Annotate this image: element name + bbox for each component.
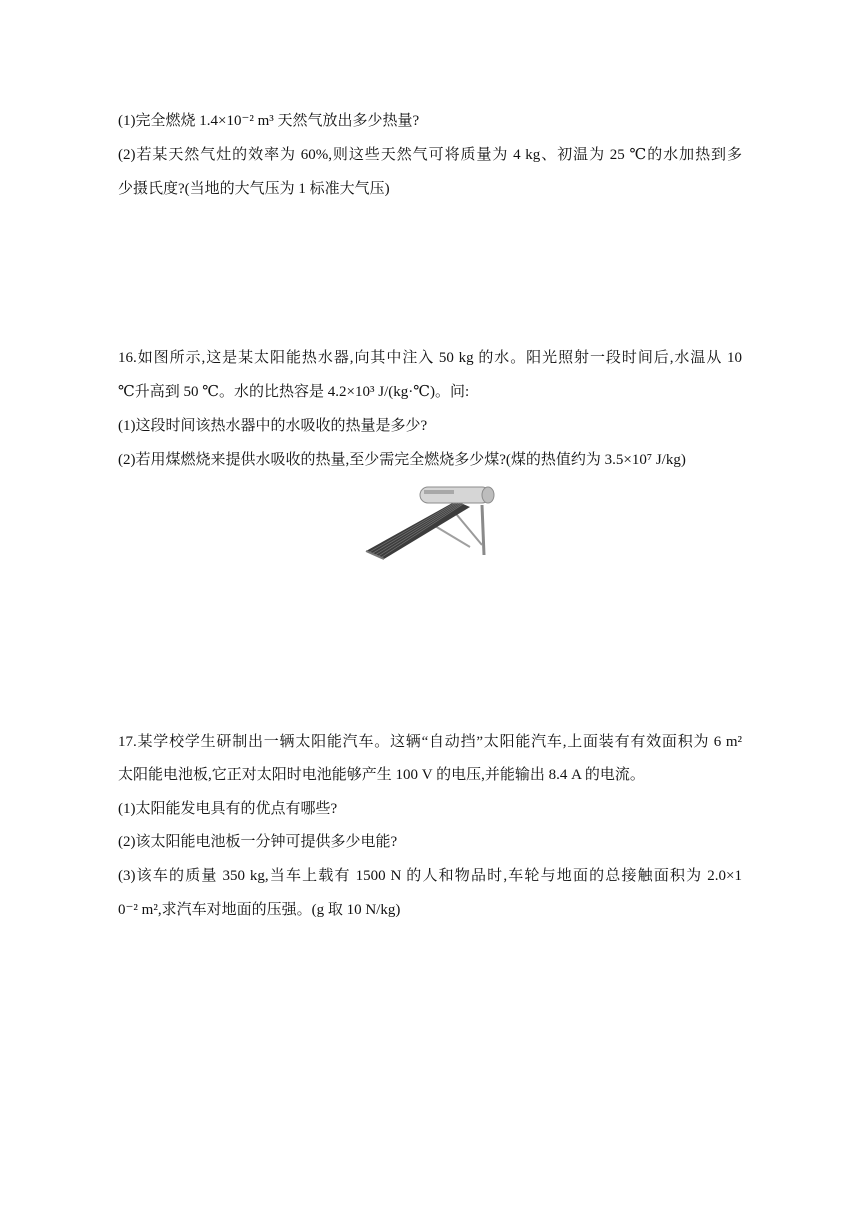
q17-stem-line2: 太阳能电池板,它正对太阳时电池能够产生 100 V 的电压,并能输出 8.4 A 的电流。 [118, 767, 645, 783]
q15-part1: (1)完全燃烧 1.4×10⁻² m³ 天然气放出多少热量? [118, 113, 420, 129]
q16-stem-line2: ℃升高到 50 ℃。水的比热容是 4.2×10³ J/(kg·℃)。问: [118, 384, 470, 400]
q17-part3-line1: (3)该车的质量 350 kg,当车上载有 1500 N 的人和物品时,车轮与地面的总接触面积为 2.0×1 [118, 868, 742, 884]
q16-part2: (2)若用煤燃烧来提供水吸收的热量,至少需完全燃烧多少煤?(煤的热值约为 3.5×10⁷ J/kg) [118, 452, 686, 468]
q16-stem-line1: 16.如图所示,这是某太阳能热水器,向其中注入 50 kg 的水。阳光照射一段时间后,水温从 10 [118, 350, 742, 366]
q16-part1: (1)这段时间该热水器中的水吸收的热量是多少? [118, 418, 428, 434]
solar-water-heater-figure [360, 483, 500, 563]
q15-part2-line2: 少摄氏度?(当地的大气压为 1 标准大气压) [118, 181, 390, 197]
q17-part1: (1)太阳能发电具有的优点有哪些? [118, 801, 338, 817]
q17-part2: (2)该太阳能电池板一分钟可提供多少电能? [118, 834, 398, 850]
q17-stem-line1: 17.某学校学生研制出一辆太阳能汽车。这辆“自动挡”太阳能汽车,上面装有有效面积为 6 m² [118, 734, 742, 750]
q17-part3-line2: 0⁻² m²,求汽车对地面的压强。(g 取 10 N/kg) [118, 902, 401, 918]
q15-part2-line1: (2)若某天然气灶的效率为 60%,则这些天然气可将质量为 4 kg、初温为 25 ℃的水加热到多 [118, 147, 742, 163]
